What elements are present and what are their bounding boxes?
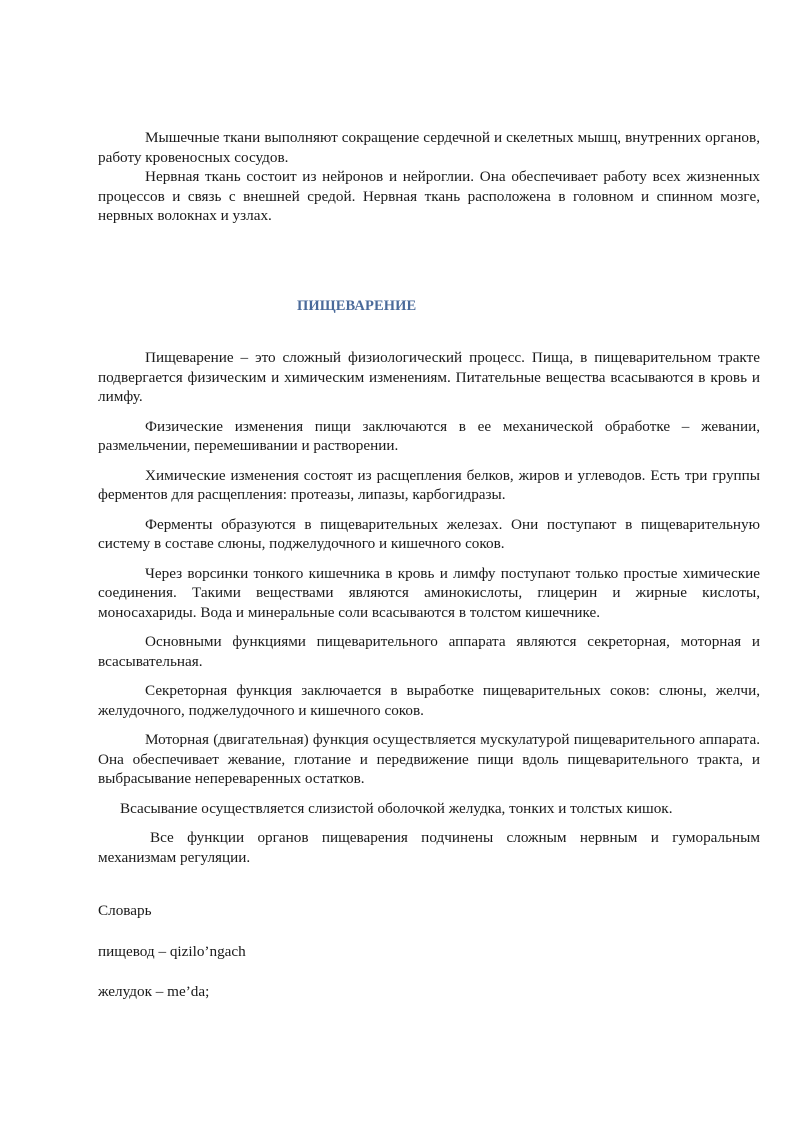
paragraph-10: Все функции органов пищеварения подчинены сложным нервным и гуморальным механизмам регуляции. — [98, 829, 760, 866]
section-title: ПИЩЕВАРЕНИЕ — [297, 297, 417, 314]
document-page — [98, 128, 760, 1023]
paragraph-5: Через ворсинки тонкого кишечника в кровь и лимфу поступают только простые химические соединения. Такими веществами являются аминокислоты, глицерин и жирные кислоты, моносахариды. Вода и минеральные соли всасываются в толстом кишечнике. — [98, 564, 760, 621]
paragraph-2: Физические изменения пищи заключаются в ее механической обработке – жевании, размельчении, перемешивании и растворении. — [98, 417, 760, 454]
paragraph-1: Пищеварение – это сложный физиологический процесс. Пища, в пищеварительном тракте подвергается физическим и химическим изменениям. Питательные вещества всасываются в кровь и лимфу. — [98, 349, 760, 405]
vocabulary-title: Словарь — [98, 902, 152, 919]
paragraph-7: Секреторная функция заключается в выработке пищеварительных соков: слюны, желчи, желудочного, поджелудочного и кишечного соков. — [98, 682, 760, 719]
vocabulary-entry: пищевод – qizilo’ngach — [98, 942, 246, 960]
paragraph-9: Всасывание осуществляется слизистой оболочкой желудка, тонких и толстых кишок. — [120, 799, 673, 817]
intro-paragraph-muscle: Мышечные ткани выполняют сокращение сердечной и скелетных мышц, внутренних органов, работу кровеносных сосудов. — [98, 129, 760, 166]
paragraph-8: Моторная (двигательная) функция осуществляется мускулатурой пищеварительного аппарата. Она обеспечивает жевание, глотание и передвижение пищи вдоль пищеварительного тракта, и выбрасывание непереваренных остатков. — [98, 731, 760, 787]
intro-section — [98, 128, 760, 226]
vocabulary-entry: желудок – me’da; — [98, 983, 210, 1000]
intro-paragraph-nerve: Нервная ткань состоит из нейронов и нейроглии. Она обеспечивает работу всех жизненных процессов и связь с внешней средой. Нервная ткань расположена в головном и спинном мозге, нервных волокнах и узлах. — [98, 168, 760, 224]
paragraph-6: Основными функциями пищеварительного аппарата являются секреторная, моторная и всасывательная. — [98, 633, 760, 670]
vocabulary-section — [98, 901, 760, 1002]
paragraph-3: Химические изменения состоят из расщепления белков, жиров и углеводов. Есть три группы ферментов для расщепления: протеазы, липазы, карбогидразы. — [98, 466, 760, 503]
digestion-section — [98, 348, 760, 867]
paragraph-4: Ферменты образуются в пищеварительных железах. Они поступают в пищеварительную систему в составе слюны, поджелудочного и кишечного соков. — [98, 515, 760, 552]
